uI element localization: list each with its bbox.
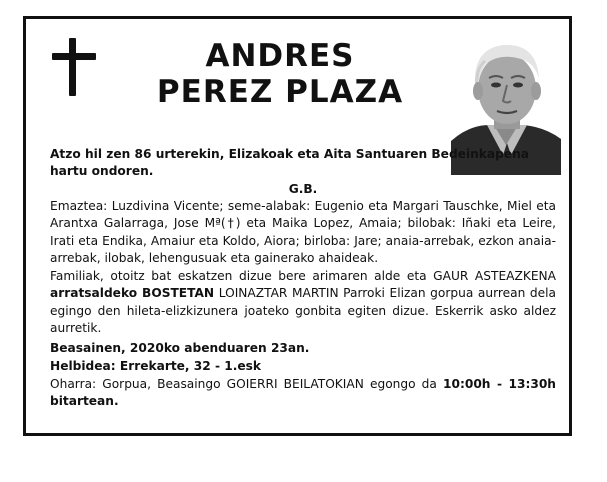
service-text-1: Familiak, otoitz bat eskatzen dizue bere arimaren alde eta GAUR ASTEAZKENA: [50, 269, 556, 283]
viewing-note: [50, 376, 556, 411]
note-text: Oharra: Gorpua, Beasaingo GOIERRI BEILATOKIAN egongo da: [50, 377, 444, 391]
deceased-surname: PEREZ PLAZA: [156, 74, 404, 110]
family-members: Emaztea: Luzdivina Vicente; seme-alabak: Eugenio eta Margari Tauschke, Miel eta Arantxa Galarraga, Jose Mª(†) eta Maika Lopez, Amaia; bilobak: Iñaki eta Leire, Irati eta Endika, Amaiur eta Koldo, Aiora; birloba: Jare; anaia-arrebak, ezkon anaia-arrebak, ilobak, lehengusuak eta gainerako ahaideak.: [50, 199, 556, 266]
deceased-first-name: ANDRES: [205, 38, 355, 74]
home-address: Helbidea: Errekarte, 32 - 1.esk: [50, 359, 262, 373]
note-hours: 10:00h - 13:30h bitartean.: [50, 377, 556, 409]
funeral-service: [50, 268, 556, 338]
place-and-date: Beasainen, 2020ko abenduaren 23an.: [50, 341, 310, 355]
cross-icon: [52, 38, 96, 96]
service-text-2: LOINAZTAR MARTIN Parroki Elizan gorpua aurrean dela egingo den hileta-elizkizunera joateko gonbita egiten dizue. Eskerrik asko aldez aurretik.: [50, 286, 556, 336]
death-announcement: Atzo hil zen 86 urterekin, Elizakoak eta Aita Santuaren Bedeinkapena hartu ondoren.: [50, 147, 530, 179]
initials: G.B.: [288, 182, 318, 196]
service-time: arratsaldeko BOSTETAN: [50, 286, 215, 301]
